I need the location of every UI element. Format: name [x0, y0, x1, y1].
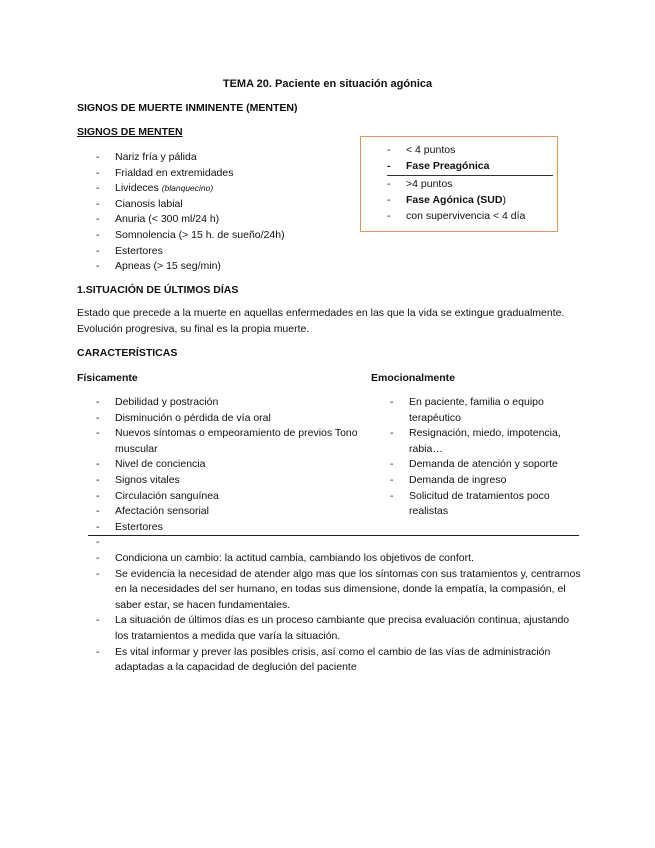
- page-title: TEMA 20. Paciente en situación agónica: [222, 78, 433, 90]
- section2-paragraph: Estado que precede a la muerte en aquellas enfermedades en las que la vida se extingue gradualmente. Evolución progresiva, su final es la propia muerte.: [77, 307, 565, 335]
- list-item: - Es vital informar y prever las posibles crisis, así como el cambio de las vías de administración adaptadas a la capacidad de deglución del paciente: [96, 645, 581, 676]
- list-item: - < 4 puntos: [387, 142, 557, 158]
- subheading-signos-menten: SIGNOS DE MENTEN: [77, 126, 183, 138]
- final-notes-list: [96, 551, 581, 676]
- list-item: - Demanda de ingreso: [390, 473, 590, 489]
- list-item: - Afectación sensorial: [96, 504, 366, 520]
- column-heading-emocionalmente: Emocionalmente: [371, 372, 456, 384]
- list-item: - Disminución o pérdida de vía oral: [96, 411, 366, 427]
- score-box: [360, 136, 558, 232]
- list-item: - Apneas (> 15 seg/min): [96, 259, 356, 275]
- list-item: - Somnolencia (> 15 h. de sueño/24h): [96, 228, 356, 244]
- list-item: - Se evidencia la necesidad de atender algo mas que los síntomas con sus tratamientos y, centrarnos en la necesidades del ser humano, en todas sus dimensione, donde la empatía, la compasión, el saber estar, se hacen fundamentales.: [96, 567, 581, 614]
- physical-list: [96, 395, 366, 535]
- list-item: - Anuria (< 300 ml/24 h): [96, 212, 356, 228]
- list-item: - Cianosis labial: [96, 197, 356, 213]
- score-box-group-1: [387, 142, 557, 174]
- list-item: - >4 puntos: [387, 176, 557, 192]
- menten-signs-list: [96, 150, 356, 275]
- list-item: - Condiciona un cambio: la actitud cambia, cambiando los objetivos de confort.: [96, 551, 581, 567]
- list-item: - Livideces (blanquecino): [96, 181, 356, 197]
- list-item: - Resignación, miedo, impotencia, rabia…: [390, 426, 590, 457]
- list-item: - En paciente, familia o equipo terapéutico: [390, 395, 590, 426]
- list-item: - La situación de últimos días es un proceso cambiante que precisa evaluación continua, ajustando los tratamientos a medida que varía la situación.: [96, 613, 581, 644]
- list-item: - Fase Agónica (SUD): [387, 192, 557, 208]
- column-heading-fisicamente: Físicamente: [77, 372, 138, 384]
- list-item: - Nivel de conciencia: [96, 457, 366, 473]
- list-item: - Estertores: [96, 520, 366, 536]
- list-item: - Demanda de atención y soporte: [390, 457, 590, 473]
- subheading-caracteristicas: CARACTERÍSTICAS: [77, 347, 178, 359]
- list-item: - Nariz fría y pálida: [96, 150, 356, 166]
- section-divider: [88, 535, 579, 536]
- list-item: - Debilidad y postración: [96, 395, 366, 411]
- list-item: - Nuevos síntomas o empeoramiento de previos Tono muscular: [96, 426, 366, 457]
- section-heading-situacion: 1.SITUACIÓN DE ÚLTIMOS DÍAS: [77, 284, 239, 296]
- list-item: - Signos vitales: [96, 473, 366, 489]
- list-item: - Estertores: [96, 244, 356, 260]
- list-item: - Fase Preagónica: [387, 158, 557, 174]
- list-item: - Frialdad en extremidades: [96, 166, 356, 182]
- list-item: - con supervivencia < 4 día: [387, 208, 557, 224]
- section-heading-signos-muerte: SIGNOS DE MUERTE INMINENTE (MENTEN): [77, 102, 298, 114]
- item-note: (blanquecino): [161, 183, 214, 194]
- list-item: - Circulación sanguínea: [96, 489, 366, 505]
- emotional-list: [390, 395, 590, 520]
- score-box-group-2: [387, 176, 557, 224]
- list-item: - Solicitud de tratamientos poco realistas: [390, 489, 590, 520]
